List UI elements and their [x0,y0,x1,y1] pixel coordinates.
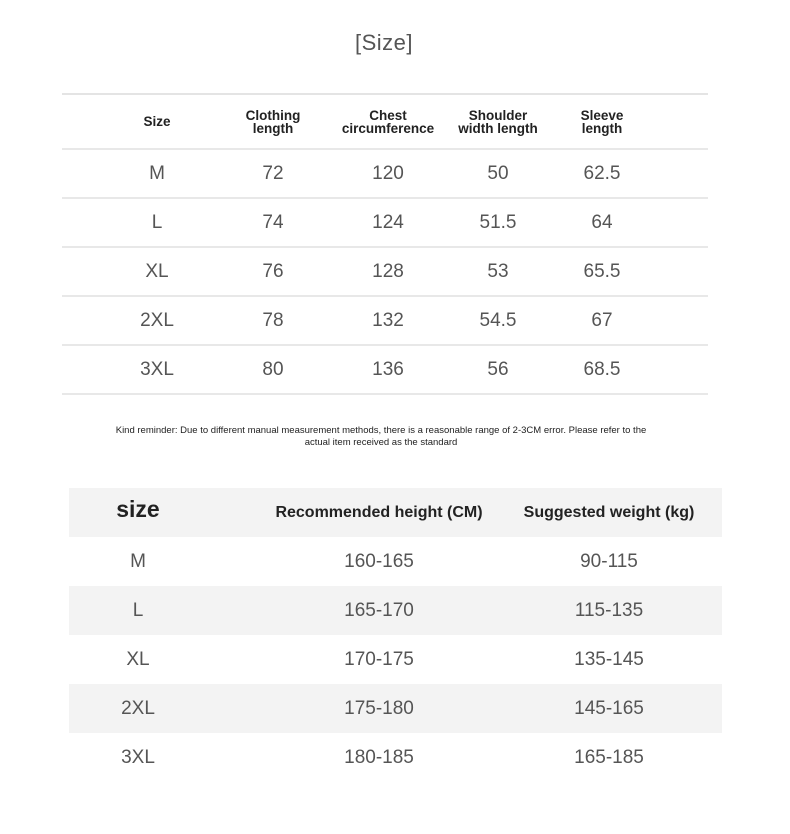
height-cell: 180-185 [344,746,414,768]
fit-table-header-row [69,488,722,537]
header-recommended-height: Recommended height (CM) [275,503,483,521]
table-row [69,684,722,733]
size-cell: 2XL [121,697,155,719]
header-line: width length [458,120,538,136]
sleeve-cell: 67 [591,309,613,331]
weight-cell: 135-145 [574,648,644,670]
size-measurement-table [62,93,708,395]
sleeve-cell: 62.5 [583,162,621,184]
chest-cell: 124 [372,211,404,233]
shoulder-cell: 50 [487,162,509,184]
size-cell: L [132,599,144,621]
shoulder-cell: 51.5 [479,211,517,233]
table-row [62,199,708,248]
clothing-length-cell: 74 [262,211,284,233]
clothing-length-cell: 72 [262,162,284,184]
header-shoulder-width [448,95,548,148]
header-sleeve-length [562,95,642,148]
sleeve-cell: 64 [591,211,613,233]
header-line: Sleeve [580,107,624,123]
size-cell: M [130,550,146,572]
header-chest-circumference [325,95,451,148]
height-cell: 160-165 [344,550,414,572]
header-line: Chest [369,107,407,123]
weight-cell: 90-115 [580,550,638,572]
table-row [69,586,722,635]
measurement-reminder [100,425,662,449]
size-cell: M [149,162,165,184]
weight-cell: 165-185 [574,746,644,768]
size-cell: L [151,211,163,233]
size-cell: 3XL [121,746,155,768]
header-size: size [116,496,160,522]
header-line: circumference [341,120,435,136]
clothing-length-cell: 80 [262,358,284,380]
page-title: [Size] [354,30,414,55]
chest-cell: 136 [372,358,404,380]
size-cell: 2XL [140,309,174,331]
shoulder-cell: 53 [487,260,509,282]
header-line: length [252,120,294,136]
table-header-row [62,93,708,150]
header-clothing-length [233,95,313,148]
header-size [117,95,197,148]
reminder-line-1: Kind reminder: Due to different manual measurement methods, there is a reasonable range of 2-3CM error. Please refer to the [115,425,647,436]
chest-cell: 120 [372,162,404,184]
clothing-length-cell: 76 [262,260,284,282]
table-row [62,248,708,297]
size-fit-table [69,488,722,782]
weight-cell: 115-135 [574,599,644,621]
table-row [62,150,708,199]
size-cell: XL [145,260,169,282]
height-cell: 175-180 [344,697,414,719]
chest-cell: 128 [372,260,404,282]
clothing-length-cell: 78 [262,309,284,331]
height-cell: 165-170 [344,599,414,621]
table-row [69,733,722,782]
chest-cell: 132 [372,309,404,331]
shoulder-cell: 56 [487,358,509,380]
height-cell: 170-175 [344,648,414,670]
header-line: length [581,120,623,136]
sleeve-cell: 65.5 [583,260,621,282]
table-row [69,635,722,684]
header-size-label: Size [143,114,171,129]
size-cell: XL [126,648,150,670]
sleeve-cell: 68.5 [583,358,621,380]
header-suggested-weight: Suggested weight (kg) [523,503,695,521]
header-line: Clothing [245,107,301,123]
table-row [69,537,722,586]
shoulder-cell: 54.5 [479,309,517,331]
size-cell: 3XL [140,358,174,380]
weight-cell: 145-165 [574,697,644,719]
table-row [62,297,708,346]
header-line: Shoulder [468,107,528,123]
table-row [62,346,708,395]
reminder-line-2: actual item received as the standard [304,437,458,448]
